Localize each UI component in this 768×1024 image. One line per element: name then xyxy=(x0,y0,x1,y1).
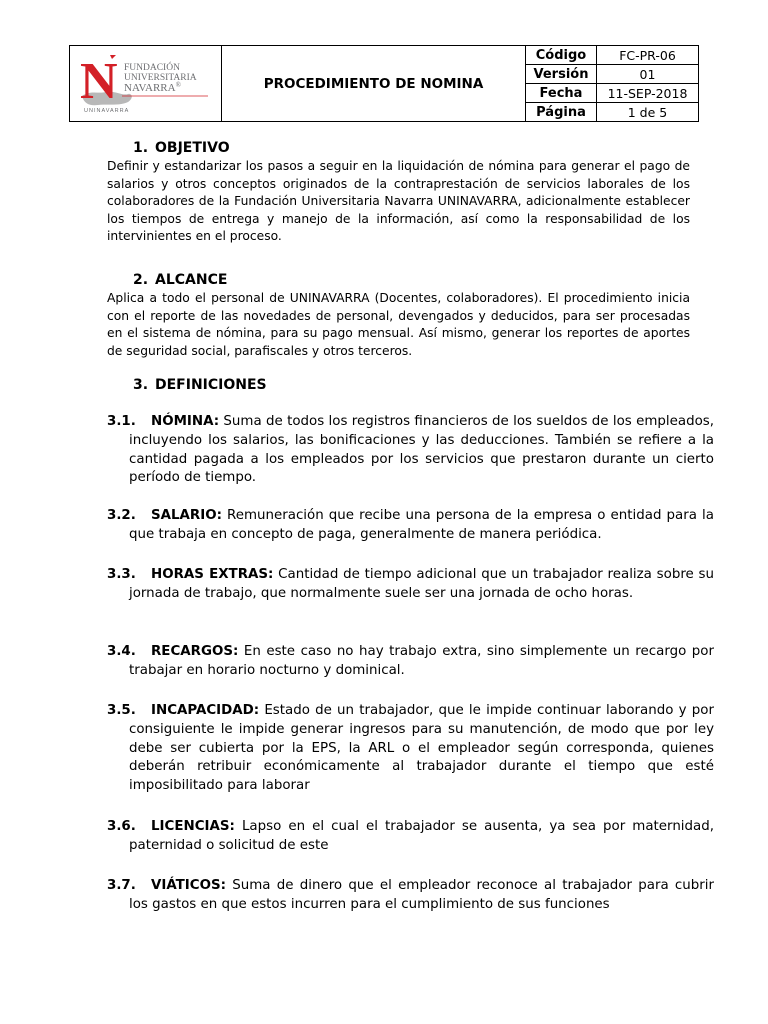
definition-number: 3.1. xyxy=(107,414,136,429)
definition-number: 3.5. xyxy=(107,703,136,718)
definition-term: HORAS EXTRAS: xyxy=(151,567,274,582)
section-title: ALCANCE xyxy=(155,272,228,288)
section-number: 3. xyxy=(133,377,149,393)
definition-text: Cantidad de tiempo adicional que un trabajador realiza sobre su jornada de trabajo, que normalmente suele ser una jornada de ocho horas. xyxy=(129,567,714,601)
objetivo-text: Definir y estandarizar los pasos a seguir en la liquidación de nómina para generar el pago de salarios y otros conceptos originados de la contraprestación de servicios laborales de los colaboradores de la Fundación Universitaria Navarra UNINAVARRA, adicionalmente establecer los tiempos de entrega y manejo de la información, así como la responsabilidad de los intervinientes en el proceso. xyxy=(107,159,690,244)
meta-label-fecha: Fecha xyxy=(526,84,597,103)
definition-item xyxy=(107,702,714,796)
logo-line-fundacion: FUNDACIÓN xyxy=(124,63,180,73)
logo-cell xyxy=(70,46,222,122)
meta-label-codigo: Código xyxy=(526,46,597,65)
definition-number: 3.4. xyxy=(107,644,136,659)
logo-line-navarra: NAVARRA® xyxy=(124,81,181,94)
definition-text: Suma de todos los registros financieros de los sueldos de los empleados, incluyendo los salarios, las bonificaciones y las deducciones. También se refiere a la cantidad pagada a los empleados por los servicios que prestaron durante un cierto período de tiempo. xyxy=(129,414,714,486)
meta-label-version: Versión xyxy=(526,65,597,84)
meta-value-version: 01 xyxy=(597,65,699,84)
meta-value-pagina: 1 de 5 xyxy=(597,103,699,122)
definition-number: 3.2. xyxy=(107,508,136,523)
definition-term: VIÁTICOS: xyxy=(151,878,226,893)
definition-term: INCAPACIDAD: xyxy=(151,703,260,718)
definition-term: RECARGOS: xyxy=(151,644,239,659)
definition-term: SALARIO: xyxy=(151,508,222,523)
section-alcance-heading xyxy=(133,272,227,288)
meta-value-codigo: FC-PR-06 xyxy=(597,46,699,65)
uninavarra-logo xyxy=(76,50,216,118)
definition-text: Remuneración que recibe una persona de la empresa o entidad para la que trabaja en concepto de paga, generalmente de manera periódica. xyxy=(129,508,714,542)
definition-item xyxy=(107,877,714,915)
section-title: OBJETIVO xyxy=(155,140,230,156)
definition-text: Estado de un trabajador, que le impide continuar laborando y por consiguiente le impide generar ingresos para su manutención, de modo que por ley debe ser cubierta por la EPS, la ARL o el empleador según corresponda, quienes deberán retribuir económicamente al trabajador durante el tiempo que esté imposibilitado para laborar xyxy=(129,703,714,794)
definition-item xyxy=(107,413,714,488)
section-title: DEFINICIONES xyxy=(155,377,267,393)
definition-text: Lapso en el cual el trabajador se ausenta, ya sea por maternidad, paternidad o solicitud de este xyxy=(129,819,714,853)
logo-letter: N xyxy=(80,53,118,110)
definition-term: NÓMINA: xyxy=(151,414,220,429)
definition-term: LICENCIAS: xyxy=(151,819,235,834)
document-header xyxy=(69,45,699,122)
definition-item xyxy=(107,507,714,545)
document-title: PROCEDIMIENTO DE NOMINA xyxy=(222,46,526,122)
alcance-text: Aplica a todo el personal de UNINAVARRA (Docentes, colaboradores). El procedimiento inicia con el reporte de las novedades de personal, devengados y deducidos, para ser procesadas en el sistema de nómina, para su pago mensual. Así mismo, generar los reportes de aportes de seguridad social, parafiscales y otros terceros. xyxy=(107,291,690,358)
definition-number: 3.7. xyxy=(107,878,136,893)
section-definiciones-heading xyxy=(133,377,267,393)
section-number: 2. xyxy=(133,272,149,288)
meta-label-pagina: Página xyxy=(526,103,597,122)
definition-number: 3.3. xyxy=(107,567,136,582)
definition-number: 3.6. xyxy=(107,819,136,834)
definition-text: En este caso no hay trabajo extra, sino simplemente un recargo por trabajar en horario nocturno y dominical. xyxy=(129,644,714,678)
definition-item xyxy=(107,566,714,604)
meta-value-fecha: 11-SEP-2018 xyxy=(597,84,699,103)
logo-caption: UNINAVARRA xyxy=(84,108,130,114)
definition-item xyxy=(107,643,714,681)
definition-text: Suma de dinero que el empleador reconoce al trabajador para cubrir los gastos en que estos incurren para el cumplimiento de sus funciones xyxy=(129,878,714,912)
definition-item xyxy=(107,818,714,856)
section-number: 1. xyxy=(133,140,149,156)
section-objetivo-heading xyxy=(133,140,230,156)
logo-line-universitaria: UNIVERSITARIA xyxy=(124,73,197,83)
